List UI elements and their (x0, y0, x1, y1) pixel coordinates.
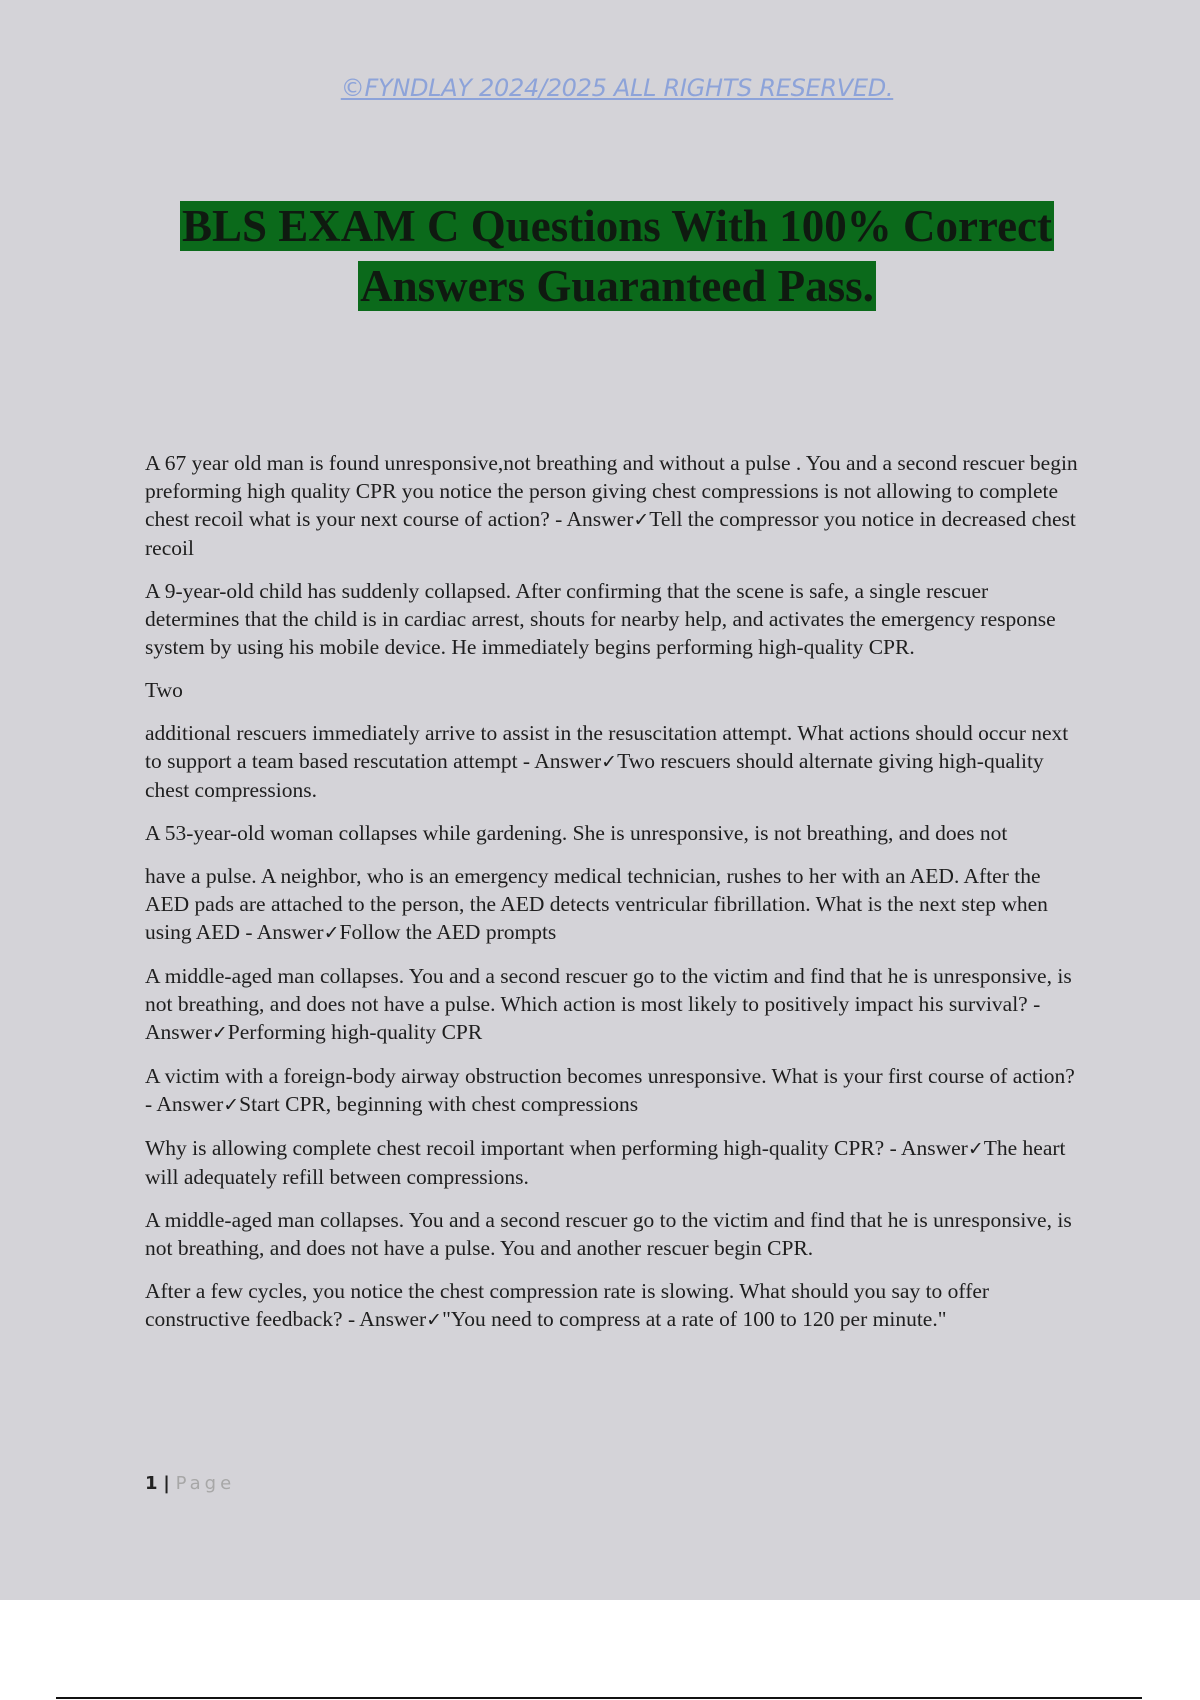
question-text: A middle-aged man collapses. You and a second rescuer go to the victim and find that he is unresponsive, is not breathing, and does not have a pulse. You and another rescuer begin CPR. (145, 1208, 1072, 1260)
qa-paragraph (145, 1206, 1085, 1262)
answer-text: The heart will adequately refill between compressions. (145, 1136, 1066, 1189)
page-number: 1 (145, 1473, 158, 1494)
qa-paragraph (145, 1134, 1085, 1191)
checkmark-icon: ✓ (601, 751, 618, 773)
question-text: additional rescuers immediately arrive to assist in the resuscitation attempt. What actions should occur next to support a team based rescutation attempt - (145, 721, 1069, 773)
question-text: A 9-year-old child has suddenly collapsed. After confirming that the scene is safe, a single rescuer determines that the child is in cardiac arrest, shouts for nearby help, and activates the emergency response system by using his mobile device. He immediately begins performing high-quality CPR. (145, 579, 1056, 659)
page-label: Page (175, 1473, 236, 1494)
question-text: A middle-aged man collapses. You and a second rescuer go to the victim and find that he is unresponsive, is not breathing, and does not have a pulse. Which action is most likely to positively impact his survival? - (145, 964, 1072, 1016)
document-title (140, 196, 1094, 316)
checkmark-icon: ✓ (211, 1022, 228, 1044)
question-text: A 67 year old man is found unresponsive,not breathing and without a pulse . You and a second rescuer begin preforming high quality CPR you notice the person giving chest compressions is not allowing to complete chest recoil what is your next course of action? - (145, 451, 1078, 531)
answer-prefix: Answer (900, 1136, 968, 1160)
qa-paragraph (145, 676, 1085, 704)
checkmark-icon: ✓ (323, 922, 340, 944)
answer-prefix: Answer (156, 1092, 224, 1116)
question-text: Two (145, 678, 183, 702)
qa-paragraph (145, 862, 1085, 947)
answer-prefix: Answer (359, 1307, 427, 1331)
answer-prefix: Answer (145, 1020, 212, 1044)
qa-paragraph (145, 577, 1085, 661)
qa-paragraph (145, 1277, 1085, 1334)
page-separator: | (163, 1473, 170, 1494)
checkmark-icon: ✓ (967, 1138, 984, 1160)
question-text: have a pulse. A neighbor, who is an emergency medical technician, rushes to her with an AED. After the AED pads are attached to the person, the AED detects ventricular fibrillation. What is the next step when using AED - (145, 864, 1048, 944)
answer-text: Follow the AED prompts (339, 920, 557, 944)
qa-paragraph (145, 449, 1085, 562)
question-text: A 53-year-old woman collapses while gardening. She is unresponsive, is not breathing, and does not (145, 821, 1008, 845)
checkmark-icon: ✓ (223, 1094, 240, 1116)
checkmark-icon: ✓ (426, 1309, 443, 1331)
title-line-2: Answers Guaranteed Pass. (360, 261, 874, 311)
qa-paragraph (145, 1062, 1085, 1119)
answer-prefix: Answer (534, 749, 602, 773)
bottom-divider (56, 1697, 1142, 1699)
qa-paragraph (145, 819, 1085, 847)
answer-prefix: Answer (566, 507, 634, 531)
answer-prefix: Answer (256, 920, 324, 944)
answer-text: Two rescuers should alternate giving high-quality chest compressions. (145, 749, 1044, 802)
title-line-1: BLS EXAM C Questions With 100% Correct (181, 201, 1053, 251)
qa-paragraph (145, 962, 1085, 1047)
qa-paragraph (145, 719, 1085, 804)
question-answer-list (145, 449, 1085, 1349)
answer-text: "You need to compress at a rate of 100 to 120 per minute." (442, 1307, 947, 1331)
question-text: After a few cycles, you notice the chest compression rate is slowing. What should you say to offer constructive feedback? - (145, 1279, 990, 1331)
copyright-watermark: ©FYNDLAY 2024/2025 ALL RIGHTS RESERVED. (340, 74, 894, 102)
answer-text: Performing high-quality CPR (227, 1020, 483, 1044)
answer-text: Tell the compressor you notice in decreased chest recoil (145, 507, 1076, 560)
answer-text: Start CPR, beginning with chest compressions (239, 1092, 639, 1116)
checkmark-icon: ✓ (633, 509, 650, 531)
question-text: A victim with a foreign-body airway obstruction becomes unresponsive. What is your first course of action? - (145, 1064, 1075, 1116)
question-text: Why is allowing complete chest recoil important when performing high-quality CPR? - (145, 1136, 901, 1160)
page-footer (145, 1473, 235, 1494)
